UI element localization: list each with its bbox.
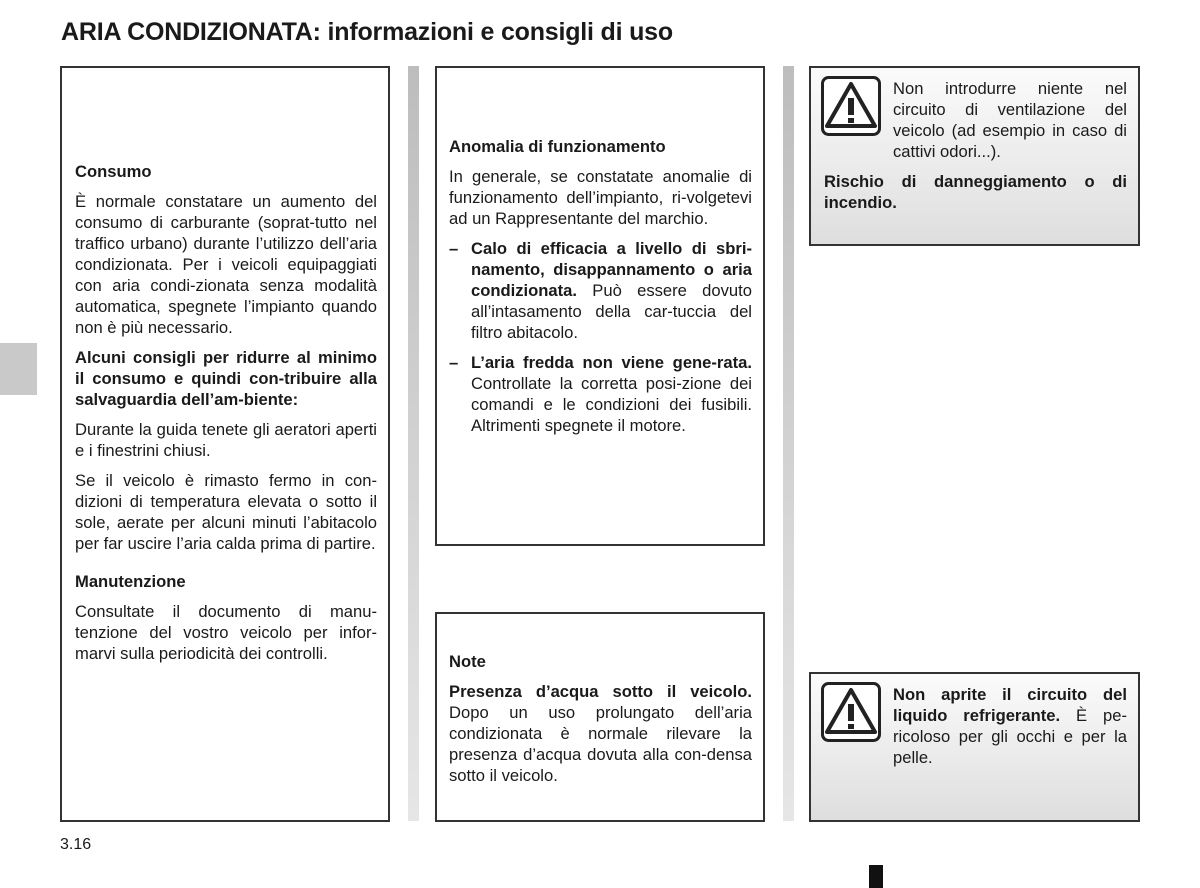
manutenzione-text: Consultate il documento di manu-tenzione del vostro veicolo per infor-marvi sulla periodicità dei controlli. [75, 602, 377, 663]
note-text: Dopo un uso prolungato dell’aria condizionata è normale rilevare la presenza d’acqua dovuta alla con-densa sotto il veicolo. [449, 703, 752, 785]
list-item [449, 352, 752, 436]
item-bold: L’aria fredda non viene gene-rata. [471, 353, 752, 372]
note-bold: Presenza d’acqua sotto il veicolo. [449, 682, 752, 701]
item-bold: Calo di efficacia a livello di sbri-namento, disappannamento o aria condizionata. [471, 239, 752, 300]
consumo-panel [60, 66, 390, 822]
column-divider [408, 66, 419, 821]
warning-box [809, 672, 1140, 822]
warning-triangle-icon [821, 76, 881, 136]
page-title: ARIA CONDIZIONATA: informazioni e consigli di uso [61, 18, 673, 46]
list-dash: – [449, 353, 459, 372]
warning-triangle-icon [821, 682, 881, 742]
consumo-text: È normale constatare un aumento del consumo di carburante (soprat-tutto nel traffico urbano) durante l’utilizzo dell’aria condizionata. Per i veicoli equipaggiati con aria condi-zionata senza modalità automatica, spegnete l’impianto quando non è più necessario. [75, 192, 377, 337]
page-marker [869, 865, 883, 888]
warning-text: Non introdurre niente nel circuito di ventilazione del veicolo (ad esempio in caso di cattivi odori...). [893, 79, 1127, 161]
list-dash: – [449, 239, 459, 258]
chapter-tab [0, 343, 37, 395]
warning-text: È pe-ricoloso per gli occhi e per la pelle. [893, 706, 1127, 767]
item-text: Può essere dovuto all’intasamento della car-tuccia del filtro abitacolo. [471, 281, 752, 342]
consigli-text: Se il veicolo è rimasto fermo in con-dizioni di temperatura elevata o sotto il sole, aerate per alcuni minuti l’abitacolo per far uscire l’aria calda prima di partire. [75, 471, 377, 553]
consigli-heading: Alcuni consigli per ridurre al minimo il consumo e quindi con-tribuire alla salvaguardia dell’am-biente: [75, 348, 377, 409]
page-number: 3.16 [60, 836, 92, 853]
column-divider [783, 66, 794, 821]
consigli-text: Durante la guida tenete gli aeratori aperti e i finestrini chiusi. [75, 420, 377, 460]
note-heading: Note [449, 652, 486, 671]
warning-box [809, 66, 1140, 246]
consumo-heading: Consumo [75, 162, 152, 181]
warning-bold: Rischio di danneggiamento o di incendio. [824, 172, 1127, 212]
note-panel [435, 612, 765, 822]
list-item [449, 238, 752, 343]
warning-bold: Non aprite il circuito del liquido refrigerante. [893, 685, 1127, 725]
anomalia-heading: Anomalia di funzionamento [449, 137, 666, 156]
anomalia-panel [435, 66, 765, 546]
manutenzione-heading: Manutenzione [75, 572, 186, 591]
item-text: Controllate la corretta posi-zione dei comandi e le condizioni dei fusibili. Altrimenti spegnete il motore. [471, 374, 752, 435]
anomalia-text: In generale, se constatate anomalie di funzionamento dell’impianto, ri-volgetevi ad un Rappresentante del marchio. [449, 167, 752, 228]
